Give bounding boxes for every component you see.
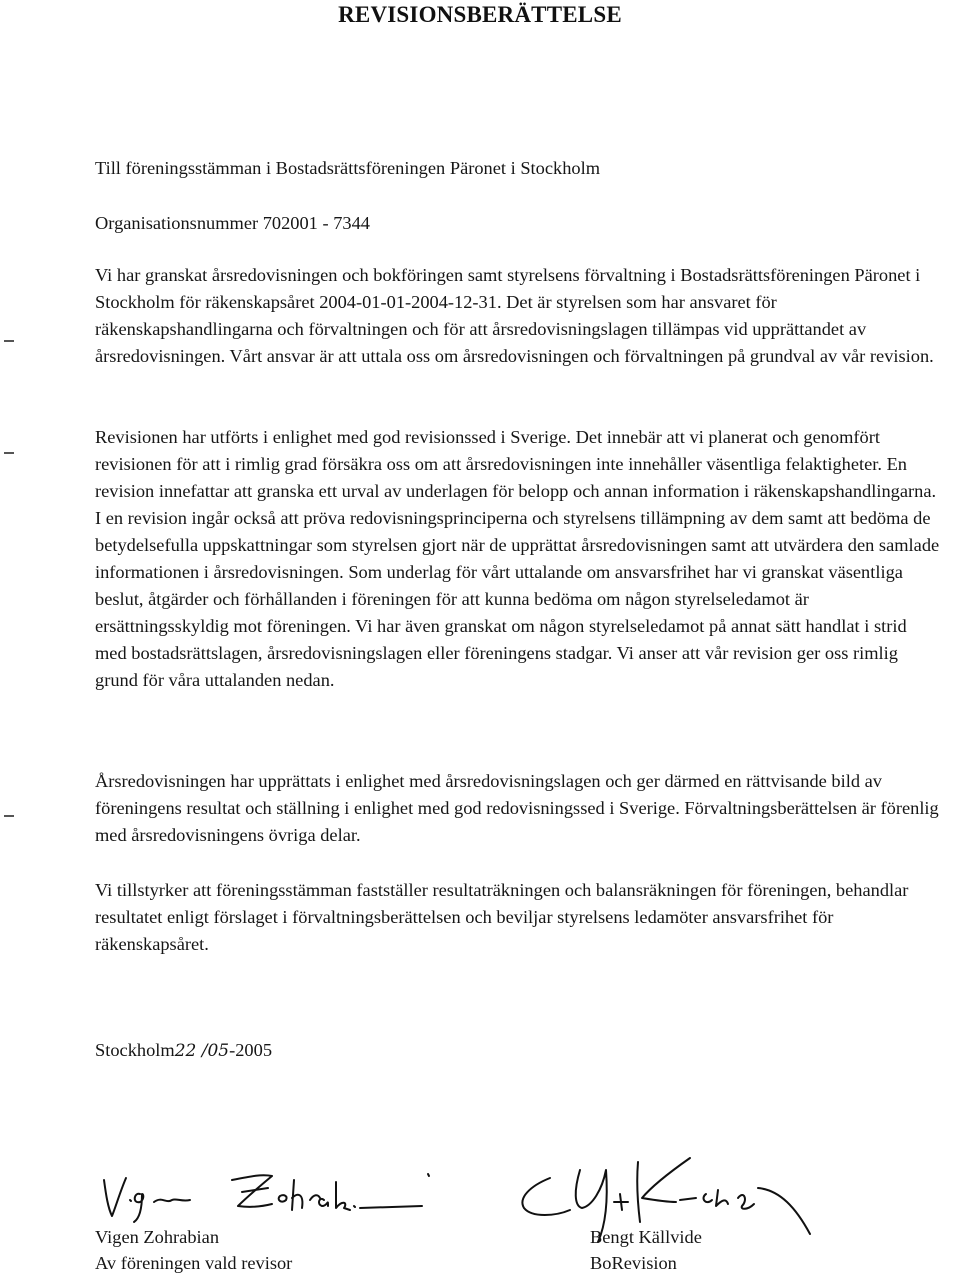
document-title: REVISIONSBERÄTTELSE: [338, 2, 622, 27]
addressee-line: Till föreningsstämman i Bostadsrättsföreningen Päronet i Stockholm: [95, 158, 601, 178]
paragraph-opinion: Årsredovisningen har upprättats i enlighet med årsredovisningslagen och ger därmed en rättvisande bild av föreningens resultat och ställning i enlighet med god redovisningssed i Sverige. Förvaltningsberättelsen är förenlig med årsredovisningens övriga delar.: [95, 771, 939, 845]
paragraph-scope: Vi har granskat årsredovisningen och bokföringen samt styrelsens förvaltning i Bostadsrättsföreningen Päronet i Stockholm för räkenskapsåret 2004-01-01-2004-12-31. Det är styrelsen som har ansvaret för räkenskapshandlingarna och förvaltningen och för att årsredovisningslagen tillämpas vid upprättandet av årsredovisningen. Vårt ansvar är att uttala oss om årsredovisningen och förvaltningen på grundval av vår revision.: [95, 265, 934, 366]
signatory-name: Bengt Källvide: [590, 1227, 702, 1247]
paragraph-recommendation: Vi tillstyrker att föreningsstämman fastställer resultaträkningen och balansräkningen för föreningen, behandlar resultatet enligt förslaget i förvaltningsberättelsen och beviljar styrelsens ledamöter ansvarsfrihet för räkenskapsåret.: [95, 880, 909, 954]
signature-zohrabian-image: [92, 1150, 452, 1230]
place-text: Stockholm: [95, 1040, 175, 1060]
place-date-line: [95, 1040, 272, 1061]
signatory-role: Av föreningen vald revisor: [95, 1253, 293, 1273]
signatory-name: Vigen Zohrabian: [95, 1227, 220, 1247]
signatory-role: BoRevision: [590, 1253, 677, 1273]
margin-mark: [4, 340, 14, 342]
signatory-kallvide: [590, 1224, 702, 1276]
margin-mark: [4, 452, 14, 454]
paragraph-method: Revisionen har utförts i enlighet med god revisionssed i Sverige. Det innebär att vi planerat och genomfört revisionen för att i rimlig grad försäkra oss om att årsredovisningen inte innehåller väsentliga felaktigheter. En revision innefattar att granska ett urval av underlagen för belopp och annan information i räkenskapshandlingarna. I en revision ingår också att pröva redovisningsprinciperna och styrelsens tillämpning av dem samt att bedöma de betydelsefulla uppskattningar som styrelsen gjort när de upprättat årsredovisningen samt att utvärdera den samlade informationen i årsredovisningen. Som underlag för vårt uttalande om ansvarsfrihet har vi granskat väsentliga beslut, åtgärder och förhållanden i föreningen för att kunna bedöma om någon styrelseledamot är ersättningsskyldig mot föreningen. Vi har även granskat om någon styrelseledamot på annat sätt handlat i strid med bostadsrättslagen, årsredovisningslagen eller föreningens stadgar. Vi anser att vår revision ger oss rimlig grund för våra uttalanden nedan.: [95, 427, 940, 690]
date-year: -2005: [229, 1040, 273, 1060]
signatory-zohrabian: [95, 1224, 292, 1276]
margin-mark: [4, 815, 14, 817]
date-handwritten: 22 /05: [174, 1041, 230, 1061]
org-number-line: Organisationsnummer 702001 - 7344: [95, 213, 370, 233]
